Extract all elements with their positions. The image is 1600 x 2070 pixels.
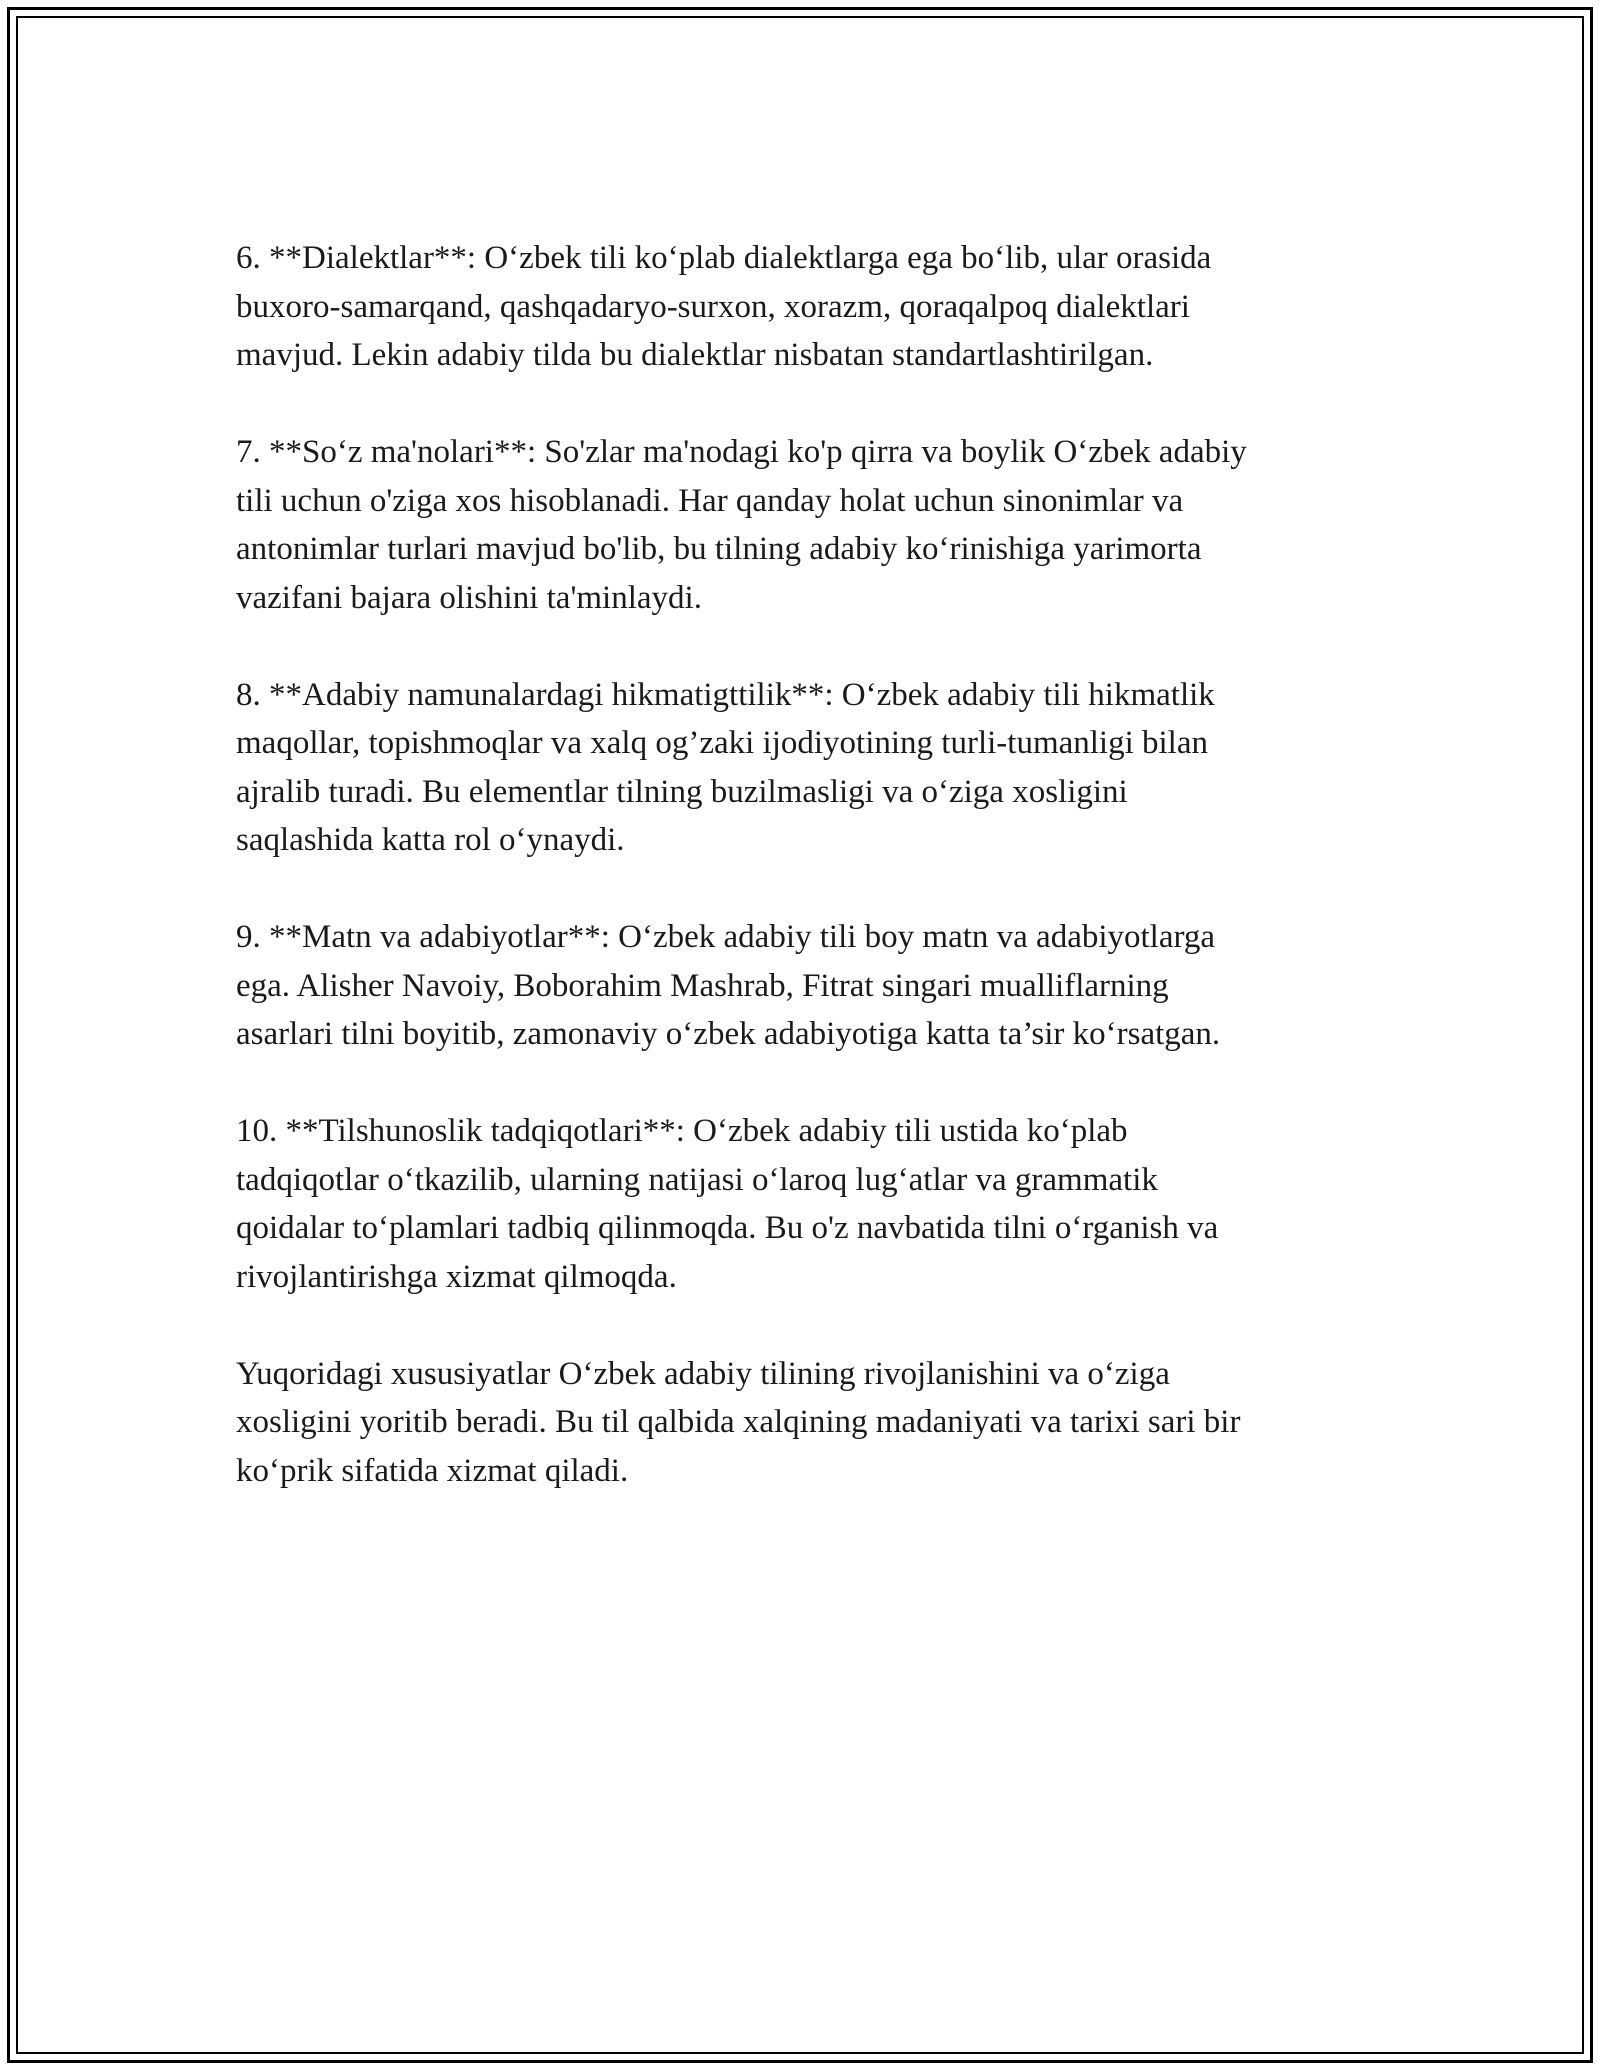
text-line: 10. **Tilshunoslik tadqiqotlari**: O‘zbek adabiy tili ustida ko‘plab bbox=[236, 1113, 1128, 1149]
document-body bbox=[236, 234, 1376, 1544]
text-line: antonimlar turlari mavjud bo'lib, bu tilning adabiy ko‘rinishiga yarimorta bbox=[236, 531, 1202, 567]
text-line: saqlashida katta rol o‘ynaydi. bbox=[236, 822, 625, 858]
text-line: 9. **Matn va adabiyotlar**: O‘zbek adabiy tili boy matn va adabiyotlarga bbox=[236, 919, 1216, 955]
paragraph-literary-samples bbox=[236, 671, 1376, 865]
text-line: mavjud. Lekin adabiy tilda bu dialektlar nisbatan standartlashtirilgan. bbox=[236, 337, 1154, 373]
text-line: vazifani bajara olishini ta'minlaydi. bbox=[236, 579, 702, 616]
text-line: ajralib turadi. Bu elementlar tilning buzilmasligi va o‘ziga xosligini bbox=[236, 773, 1128, 810]
paragraph-dialects bbox=[236, 234, 1376, 380]
text-line: ega. Alisher Navoiy, Boborahim Mashrab, Fitrat singari mualliflarning bbox=[236, 967, 1169, 1004]
text-line: ko‘prik sifatida xizmat qiladi. bbox=[236, 1452, 629, 1489]
paragraph-texts-literature bbox=[236, 913, 1376, 1059]
text-line: qoidalar to‘plamlari tadbiq qilinmoqda. Bu o'z navbatida tilni o‘rganish va bbox=[236, 1210, 1219, 1246]
text-line: maqollar, topishmoqlar va xalq og’zaki ijodiyotining turli-tumanligi bilan bbox=[236, 725, 1209, 761]
text-line: rivojlantirishga xizmat qilmoqda. bbox=[236, 1258, 677, 1295]
paragraph-linguistic-research bbox=[236, 1107, 1376, 1301]
text-line: xosligini yoritib beradi. Bu til qalbida xalqining madaniyati va tarixi sari bir bbox=[236, 1404, 1241, 1440]
text-line: Yuqoridagi xususiyatlar O‘zbek adabiy tilining rivojlanishini va o‘ziga bbox=[236, 1355, 1170, 1392]
text-line: 7. **So‘z ma'nolari**: So'zlar ma'nodagi ko'p qirra va boylik O‘zbek adabiy bbox=[236, 434, 1247, 470]
text-line: asarlari tilni boyitib, zamonaviy o‘zbek adabiyotiga katta ta’sir ko‘rsatgan. bbox=[236, 1016, 1221, 1052]
text-line: 8. **Adabiy namunalardagi hikmatigttilik**: O‘zbek adabiy tili hikmatlik bbox=[236, 676, 1215, 713]
text-line: tili uchun o'ziga xos hisoblanadi. Har qanday holat uchun sinonimlar va bbox=[236, 482, 1184, 519]
paragraph-conclusion bbox=[236, 1350, 1376, 1496]
text-line: buxoro-samarqand, qashqadaryo-surxon, xorazm, qoraqalpoq dialektlari bbox=[236, 288, 1190, 325]
text-line: tadqiqotlar o‘tkazilib, ularning natijasi o‘laroq lug‘atlar va grammatik bbox=[236, 1161, 1158, 1198]
text-line: 6. **Dialektlar**: O‘zbek tili ko‘plab dialektlarga ega bo‘lib, ular orasida bbox=[236, 240, 1212, 276]
paragraph-word-meanings bbox=[236, 428, 1376, 622]
